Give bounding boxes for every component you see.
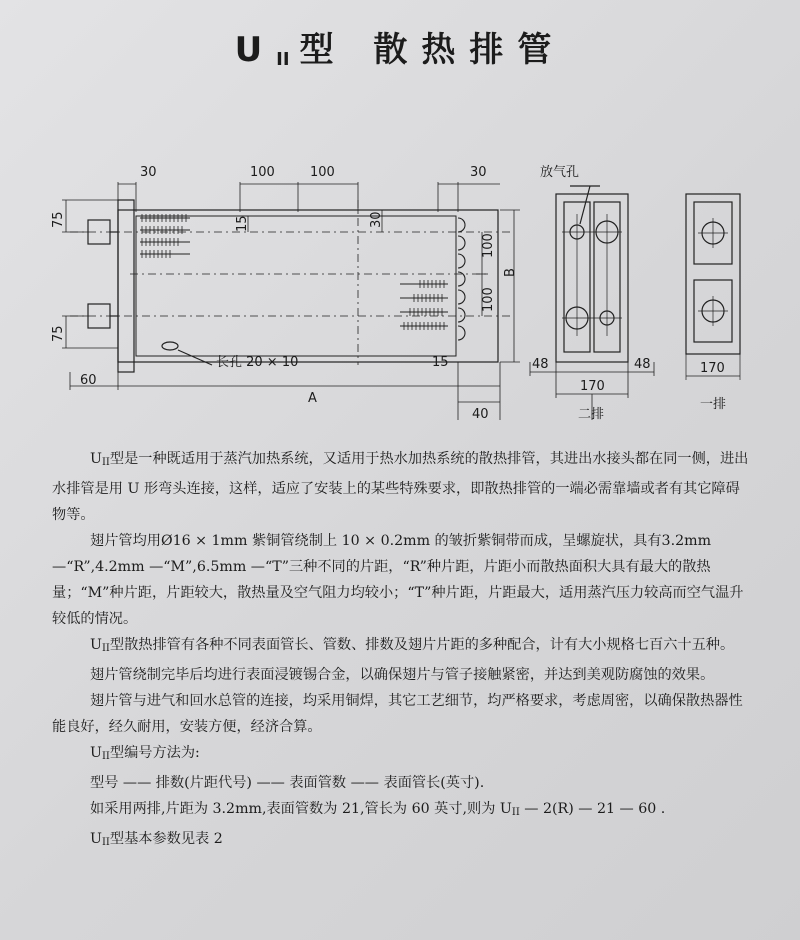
paragraph-2: 翅片管均用Ø16 × 1mm 紫铜管绕制上 10 × 0.2mm 的皱折紫铜带而成，呈螺旋状，具有3.2mm —“R”,4.2mm —“M”,6.5mm —“T”三种不同的片距，“R”种片距，片距小而散热面积大具有最大的散热量；“M”种片距，片距较大，散热量及空气阻力均较小；“T”种片距，片距最大，适用蒸汽压力较高而空气温升较低的情况。	[52, 533, 744, 627]
technical-drawing	[0, 140, 800, 430]
dim-60: 60	[80, 373, 97, 388]
paragraph-9: UII型基本参数见表 2	[90, 831, 223, 848]
dim-b: B	[503, 268, 518, 277]
dim-75-top: 75	[51, 211, 66, 228]
dim-170-double: 170	[580, 379, 605, 394]
dim-top-100-a: 100	[250, 165, 275, 180]
dim-100-right-b: 100	[481, 287, 496, 312]
dim-top-30-left: 30	[140, 165, 157, 180]
paragraph-1: UII型是一种既适用于蒸汽加热系统，又适用于热水加热系统的散热排管，其进出水接头都在同一侧，进出水排管是用 U 形弯头连接，这样，适应了安装上的某些特殊要求，即散热排管的一端必需靠墙或者有其它障碍物等。	[52, 451, 749, 523]
paragraph-5: 翅片管与进气和回水总管的连接，均采用铜焊，其它工艺细节，均严格要求，考虑周密，以确保散热器性能良好，经久耐用，安装方便，经济合算。	[52, 693, 743, 735]
dim-48-left: 48	[532, 357, 549, 372]
slot-label: 长孔 20 × 10	[216, 355, 299, 370]
dim-48-right: 48	[634, 357, 651, 372]
dim-75-bottom: 75	[51, 325, 66, 342]
dim-100-right-a: 100	[481, 233, 496, 258]
side-view-double-row	[556, 194, 628, 362]
dim-30-mid: 30	[369, 211, 384, 228]
dim-15-left: 15	[235, 215, 250, 232]
vent-label: 放气孔	[540, 165, 580, 180]
dim-15-bottom: 15	[432, 355, 449, 370]
paragraph-8: 如采用两排,片距为 3.2mm,表面管数为 21,管长为 60 英寸,则为 UII — 2(R) — 21 — 60 .	[90, 801, 666, 818]
dim-top-100-b: 100	[310, 165, 335, 180]
dim-a: A	[308, 391, 317, 406]
paragraph-7: 型号 —— 排数(片距代号) —— 表面管数 —— 表面管长(英寸).	[90, 775, 485, 791]
dim-170-single: 170	[700, 361, 725, 376]
dim-top-30-right: 30	[470, 165, 487, 180]
title-letter: U	[234, 30, 277, 70]
title-subscript: II	[276, 49, 290, 70]
body-text	[52, 446, 752, 856]
paragraph-4: 翅片管绕制完毕后均进行表面浸镀锡合金，以确保翅片与管子接触紧密，并达到美观防腐蚀的效果。	[90, 667, 715, 683]
slot-hole	[162, 342, 178, 350]
front-view-frame	[118, 210, 498, 362]
label-single-row: 一排	[700, 397, 727, 412]
paragraph-3: UII型散热排管有各种不同表面管长、管数、排数及翅片片距的多种配合，计有大小规格七百六十五种。	[90, 637, 735, 654]
title-text: 型 散热排管	[299, 30, 566, 70]
dim-40: 40	[472, 407, 489, 422]
label-double-row: 二排	[578, 407, 605, 422]
paragraph-6: UII型编号方法为:	[90, 745, 200, 762]
page-title	[0, 22, 800, 71]
